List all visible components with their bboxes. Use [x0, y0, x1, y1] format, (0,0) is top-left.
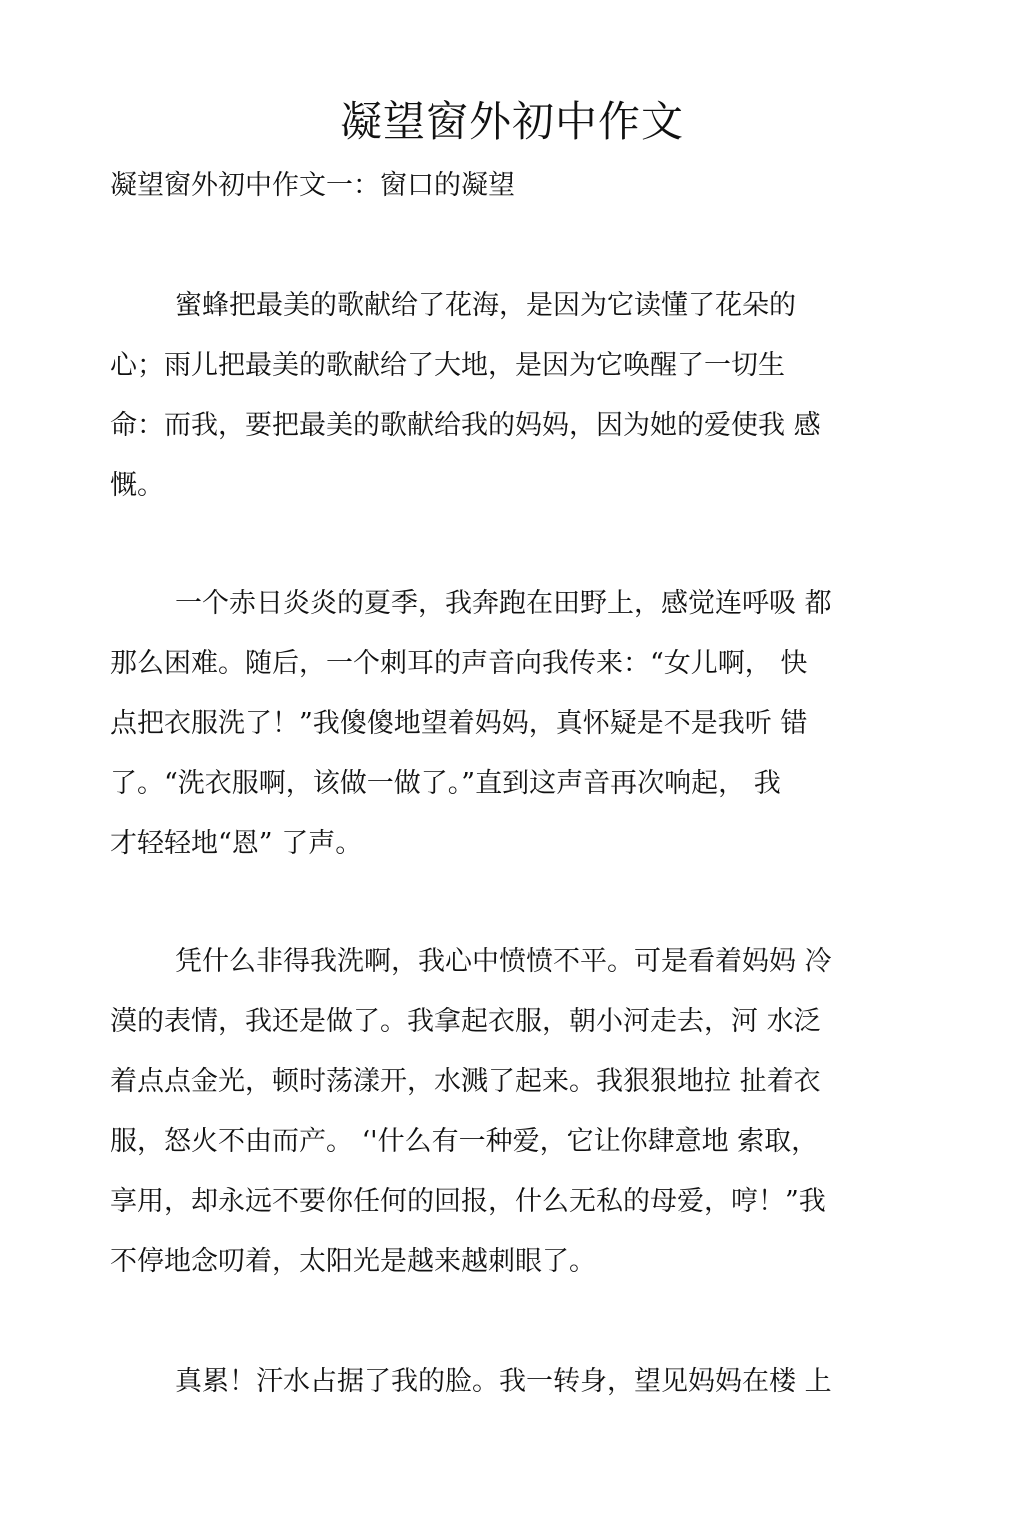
paragraph-line: 了。“洗衣服啊，该做一做了。”直到这声音再次响起， 我: [110, 768, 781, 799]
paragraph-line: 慨。: [110, 470, 164, 501]
paragraph-line: 才轻轻地“恩” 了声。: [110, 828, 363, 859]
paragraph-line: 点把衣服洗了！”我傻傻地望着妈妈，真怀疑是不是我听 错: [110, 708, 808, 739]
paragraph-line: 凭什么非得我洗啊，我心中愤愤不平。可是看着妈妈 冷: [175, 946, 832, 977]
paragraph-1: [110, 276, 910, 516]
paragraph-2: [110, 574, 910, 874]
document-subtitle: 凝望窗外初中作文一：窗口的凝望: [110, 170, 515, 201]
paragraph-line: 命：而我，要把最美的歌献给我的妈妈，因为她的爱使我 感: [110, 410, 821, 441]
paragraph-line: 享用，却永远不要你任何的回报，什么无私的母爱，哼！”我: [110, 1186, 826, 1217]
paragraph-line: 心；雨儿把最美的歌献给了大地，是因为它唤醒了一切生: [110, 350, 785, 381]
paragraph-line: 漠的表情，我还是做了。我拿起衣服，朝小河走去，河 水泛: [110, 1006, 821, 1037]
paragraph-line: 蜜蜂把最美的歌献给了花海，是因为它读懂了花朵的: [175, 290, 796, 321]
paragraph-line: 服，怒火不由而产。 ‘'什么有一种爱，它让你肆意地 索取，: [110, 1126, 819, 1157]
paragraph-3: [110, 932, 910, 1292]
paragraph-line: 真累！汗水占据了我的脸。我一转身，望见妈妈在楼 上: [175, 1366, 832, 1397]
paragraph-4: [110, 1352, 910, 1412]
paragraph-line: 一个赤日炎炎的夏季，我奔跑在田野上，感觉连呼吸 都: [175, 588, 832, 619]
document-title: 凝望窗外初中作文: [339, 97, 684, 146]
paragraph-line: 着点点金光，顿时荡漾开，水溅了起来。我狠狠地拉 扯着衣: [110, 1066, 821, 1097]
paragraph-line: 那么困难。随后，一个刺耳的声音向我传来：“女儿啊， 快: [110, 648, 808, 679]
paragraph-line: 不停地念叨着，太阳光是越来越刺眼了。: [110, 1246, 596, 1277]
